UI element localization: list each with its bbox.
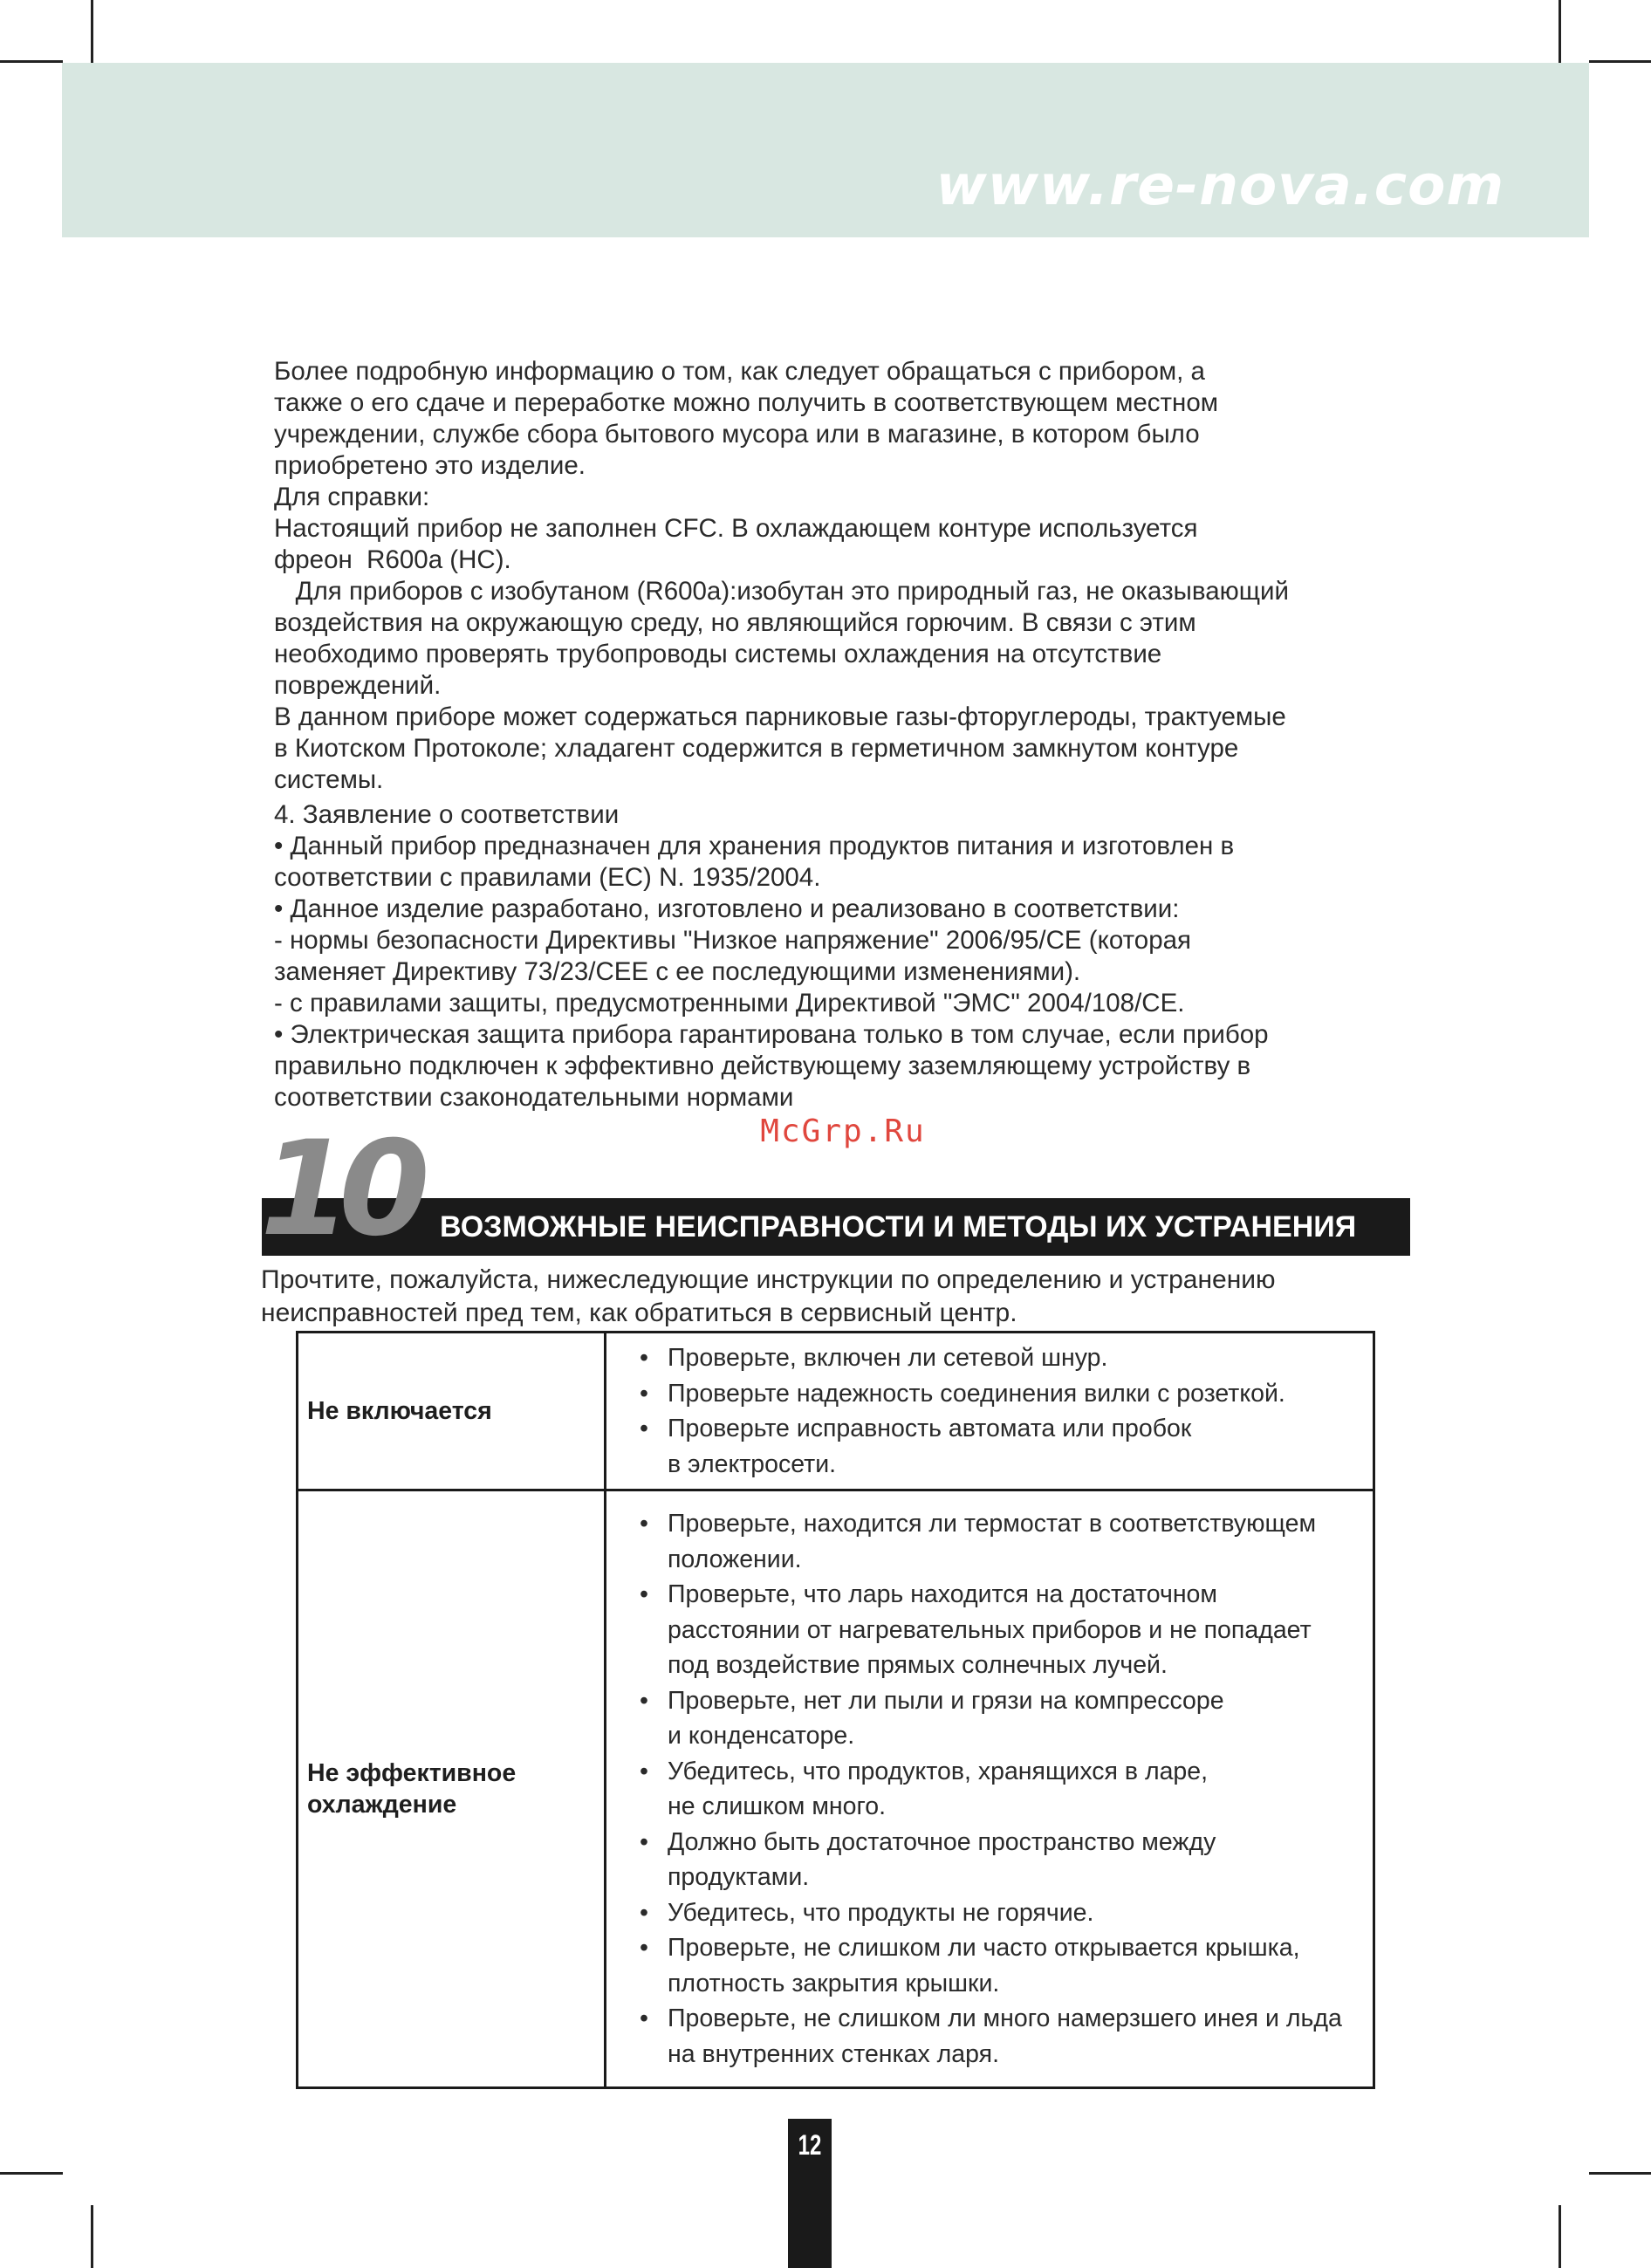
- paragraph: - с правилами защиты, предусмотренными Директивой "ЭМС" 2004/108/CE.: [274, 989, 1185, 1018]
- watermark: [0, 1113, 1651, 1149]
- list-item: • Проверьте надежность соединения вилки с розеткой.: [640, 1376, 1373, 1412]
- list-item: • Проверьте, нет ли пыли и грязи на компрессоре и конденсаторе.: [640, 1683, 1373, 1754]
- paragraph: • Электрическая защита прибора гарантирована только в том случае, если прибор правильно подключен к эффективно действующему заземляющему устройству в соответствии сзаконодательными нормами: [274, 1020, 1269, 1112]
- list-item: • Проверьте, не слишком ли часто открывается крышка, плотность закрытия крышки.: [640, 1930, 1373, 2001]
- list-item: • Убедитесь, что продукты не горячие.: [640, 1895, 1373, 1931]
- problem-cell: [298, 1490, 606, 2088]
- paragraph: • Данный прибор предназначен для хранения продуктов питания и изготовлен в соответствии с правилами (ЕС) N. 1935/2004.: [274, 832, 1235, 892]
- list-item: • Должно быть достаточное пространство между продуктами.: [640, 1825, 1373, 1895]
- crop-mark: [0, 60, 63, 63]
- list-item: • Проверьте исправность автомата или пробок в электросети.: [640, 1411, 1373, 1482]
- intro-text: Прочтите, пожалуйста, нижеследующие инструкции по определению и устранению неисправностей пред тем, как обратиться в сервисный центр.: [261, 1265, 1276, 1327]
- section-intro: [261, 1264, 1413, 1330]
- table-row: [298, 1333, 1374, 1490]
- section-title: ВОЗМОЖНЫЕ НЕИСПРАВНОСТИ И МЕТОДЫ ИХ УСТРАНЕНИЯ: [440, 1210, 1357, 1244]
- problem-label: Не включается: [307, 1397, 492, 1425]
- paragraph: Настоящий прибор не заполнен CFC. В охлаждающем контуре используется фреон R600a (HC).: [274, 514, 1198, 574]
- paragraph: • Данное изделие разработано, изготовлено и реализовано в соответствии:: [274, 894, 1180, 923]
- paragraph: Более подробную информацию о том, как следует обращаться с прибором, а также о его сдаче и переработке можно получить в соответствующем местном учреждении, службе сбора бытового мусора или в магазине, в котором было приобретено это изделие.: [274, 357, 1219, 480]
- table-row: [298, 1490, 1374, 2088]
- paragraph: 4. Заявление о соответствии: [274, 800, 620, 829]
- list-item: • Убедитесь, что продуктов, хранящихся в ларе, не слишком много.: [640, 1754, 1373, 1825]
- crop-mark: [1559, 0, 1561, 63]
- site-url: www.re-nova.com: [935, 154, 1504, 217]
- crop-mark: [91, 2205, 93, 2268]
- crop-mark: [91, 0, 93, 63]
- crop-mark: [1589, 60, 1651, 63]
- list-item: • Проверьте, находится ли термостат в соответствующем положении.: [640, 1506, 1373, 1577]
- problem-cell: [298, 1333, 606, 1490]
- body-text: [274, 356, 1391, 1113]
- list-item: • Проверьте, что ларь находится на достаточном расстоянии от нагревательных приборов и не попадает под воздействие прямых солнечных лучей.: [640, 1577, 1373, 1683]
- solutions-cell: [606, 1333, 1374, 1490]
- page-number: 12: [798, 2129, 822, 2161]
- solution-list: [640, 1506, 1373, 2072]
- paragraph: Для справки:: [274, 483, 430, 511]
- crop-mark: [0, 2172, 63, 2175]
- problem-label: Не эффективное охлаждение: [307, 1759, 517, 1819]
- page-number-box: [788, 2119, 832, 2268]
- list-item: • Проверьте, включен ли сетевой шнур.: [640, 1340, 1373, 1376]
- paragraph: В данном приборе может содержаться парниковые газы-фторуглероды, трактуемые в Киотском Протоколе; хладагент содержится в герметичном замкнутом контуре системы.: [274, 702, 1286, 794]
- solution-list: [640, 1340, 1373, 1482]
- list-item: • Проверьте, не слишком ли много намерзшего инея и льда на внутренних стенках ларя.: [640, 2001, 1373, 2072]
- paragraph: Для приборов с изобутаном (R600a):изобутан это природный газ, не оказывающий воздействия на окружающую среду, но являющийся горючим. В связи с этим необходимо проверять трубопроводы системы охлаждения на отсутствие повреждений.: [274, 577, 1289, 700]
- solutions-cell: [606, 1490, 1374, 2088]
- watermark-text: McGrp.Ru: [760, 1113, 926, 1149]
- section-number: 10: [260, 1113, 418, 1265]
- crop-mark: [1589, 2172, 1651, 2175]
- paragraph: - нормы безопасности Директивы "Низкое напряжение" 2006/95/CE (которая заменяет Директиву 73/23/CEE с ее последующими изменениями).: [274, 926, 1191, 986]
- crop-mark: [1559, 2205, 1561, 2268]
- troubleshooting-table: [296, 1331, 1375, 2089]
